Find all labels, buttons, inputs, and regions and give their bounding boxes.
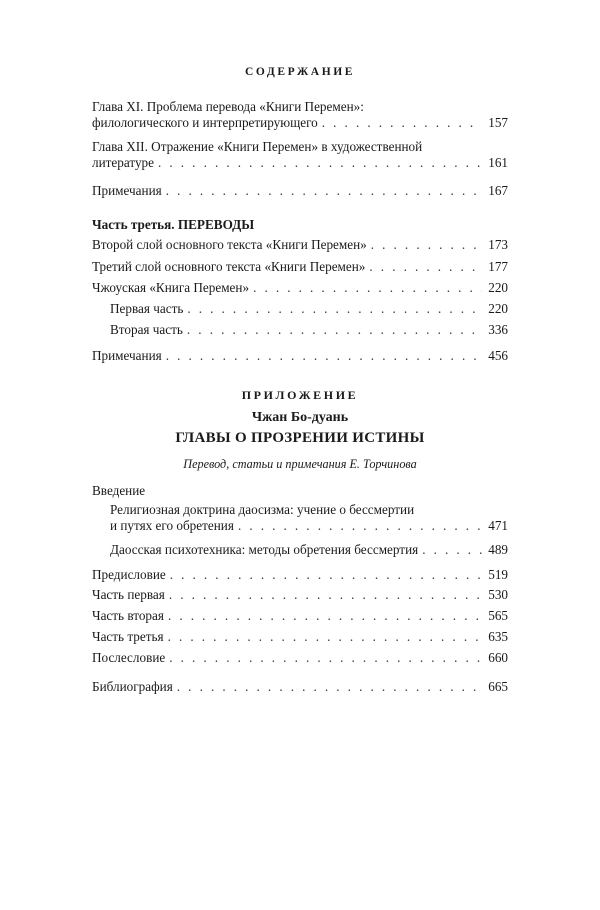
entry-title: Примечания <box>92 348 162 363</box>
toc-entry-chapter-12[interactable] <box>92 139 508 171</box>
entry-page-number: 167 <box>488 183 508 198</box>
section-heading-part3: Часть третья. ПЕРЕВОДЫ <box>92 217 255 232</box>
dot-leader <box>187 322 482 338</box>
toc-entry-psychotechnics[interactable] <box>110 542 508 558</box>
dot-leader <box>166 348 482 364</box>
entry-title-line1: Глава XII. Отражение «Книги Перемен» в художественной <box>92 139 423 154</box>
toc-entry-notes-part2[interactable] <box>92 183 508 199</box>
entry-page-number: 220 <box>488 301 508 316</box>
toc-entry-afterword[interactable] <box>92 650 508 666</box>
dot-leader <box>168 608 482 624</box>
dot-leader <box>169 650 482 666</box>
entry-title: Второй слой основного текста «Книги Перемен» <box>92 237 367 252</box>
entry-page-number: 635 <box>488 629 508 644</box>
entry-title: Послесловие <box>92 650 166 665</box>
entry-page-number: 519 <box>488 567 508 582</box>
toc-entry-second-part[interactable] <box>110 322 508 338</box>
dot-leader <box>238 518 482 534</box>
toc-entry-part-two[interactable] <box>92 608 508 624</box>
toc-entry-introduction[interactable]: Введение <box>92 483 146 498</box>
dot-leader <box>158 155 482 171</box>
toc-entry-part-one[interactable] <box>92 587 508 603</box>
entry-title: Третий слой основного текста «Книги Перемен» <box>92 259 366 274</box>
dot-leader <box>169 587 482 603</box>
dot-leader <box>371 237 482 253</box>
appendix-author: Чжан Бо-дуань <box>251 410 349 425</box>
entry-title: Библиография <box>92 679 173 694</box>
entry-page-number: 177 <box>488 259 508 274</box>
entry-title-line1: Религиозная доктрина даосизма: учение о бессмертии <box>110 502 415 517</box>
toc-entry-chapter-11[interactable] <box>92 99 508 131</box>
entry-page-number: 471 <box>488 518 508 533</box>
toc-entry-zhou-book[interactable] <box>92 280 508 296</box>
entry-title-line2: литературе <box>92 155 154 170</box>
entry-page-number: 157 <box>488 115 508 130</box>
entry-title: Предисловие <box>92 567 166 582</box>
toc-entry-notes-part3[interactable] <box>92 348 508 364</box>
toc-entry-religious-doctrine[interactable] <box>110 502 508 534</box>
dot-leader <box>322 115 482 131</box>
entry-title-line2: и путях его обретения <box>110 518 234 533</box>
entry-title: Часть вторая <box>92 608 164 623</box>
appendix-book-title: ГЛАВЫ О ПРОЗРЕНИИ ИСТИНЫ <box>175 430 425 446</box>
entry-page-number: 161 <box>488 155 508 170</box>
entry-title-line1: Глава XI. Проблема перевода «Книги Перемен»: <box>92 99 364 114</box>
toc-entry-preface[interactable] <box>92 567 508 583</box>
appendix-subtitle: Перевод, статьи и примечания Е. Торчинова <box>183 457 417 471</box>
toc-entry-bibliography[interactable] <box>92 679 508 695</box>
appendix-label: ПРИЛОЖЕНИЕ <box>241 388 359 402</box>
entry-title: Первая часть <box>110 301 184 316</box>
entry-page-number: 456 <box>488 348 508 363</box>
entry-page-number: 665 <box>488 679 508 694</box>
toc-entry-part-three[interactable] <box>92 629 508 645</box>
entry-title: Часть третья <box>92 629 164 644</box>
entry-title: Примечания <box>92 183 162 198</box>
dot-leader <box>187 301 482 317</box>
dot-leader <box>422 542 482 558</box>
entry-page-number: 565 <box>488 608 508 623</box>
entry-title: Вторая часть <box>110 322 183 337</box>
entry-page-number: 660 <box>488 650 508 665</box>
dot-leader <box>369 259 482 275</box>
entry-page-number: 530 <box>488 587 508 602</box>
entry-page-number: 173 <box>488 237 508 252</box>
toc-entry-first-part[interactable] <box>110 301 508 317</box>
entry-title: Даосская психотехника: методы обретения бессмертия <box>110 542 419 557</box>
toc-entry-second-layer[interactable] <box>92 237 508 253</box>
entry-title: Часть первая <box>92 587 165 602</box>
dot-leader <box>170 567 482 583</box>
entry-title: Чжоуская «Книга Перемен» <box>92 280 250 295</box>
dot-leader <box>253 280 482 296</box>
entry-page-number: 336 <box>488 322 508 337</box>
dot-leader <box>166 183 482 199</box>
dot-leader <box>168 629 482 645</box>
dot-leader <box>177 679 482 695</box>
entry-page-number: 220 <box>488 280 508 295</box>
entry-page-number: 489 <box>488 542 508 557</box>
running-header: СОДЕРЖАНИЕ <box>244 66 356 78</box>
entry-title-line2: филологического и интерпретирующего <box>92 115 318 130</box>
toc-entry-third-layer[interactable] <box>92 259 508 275</box>
